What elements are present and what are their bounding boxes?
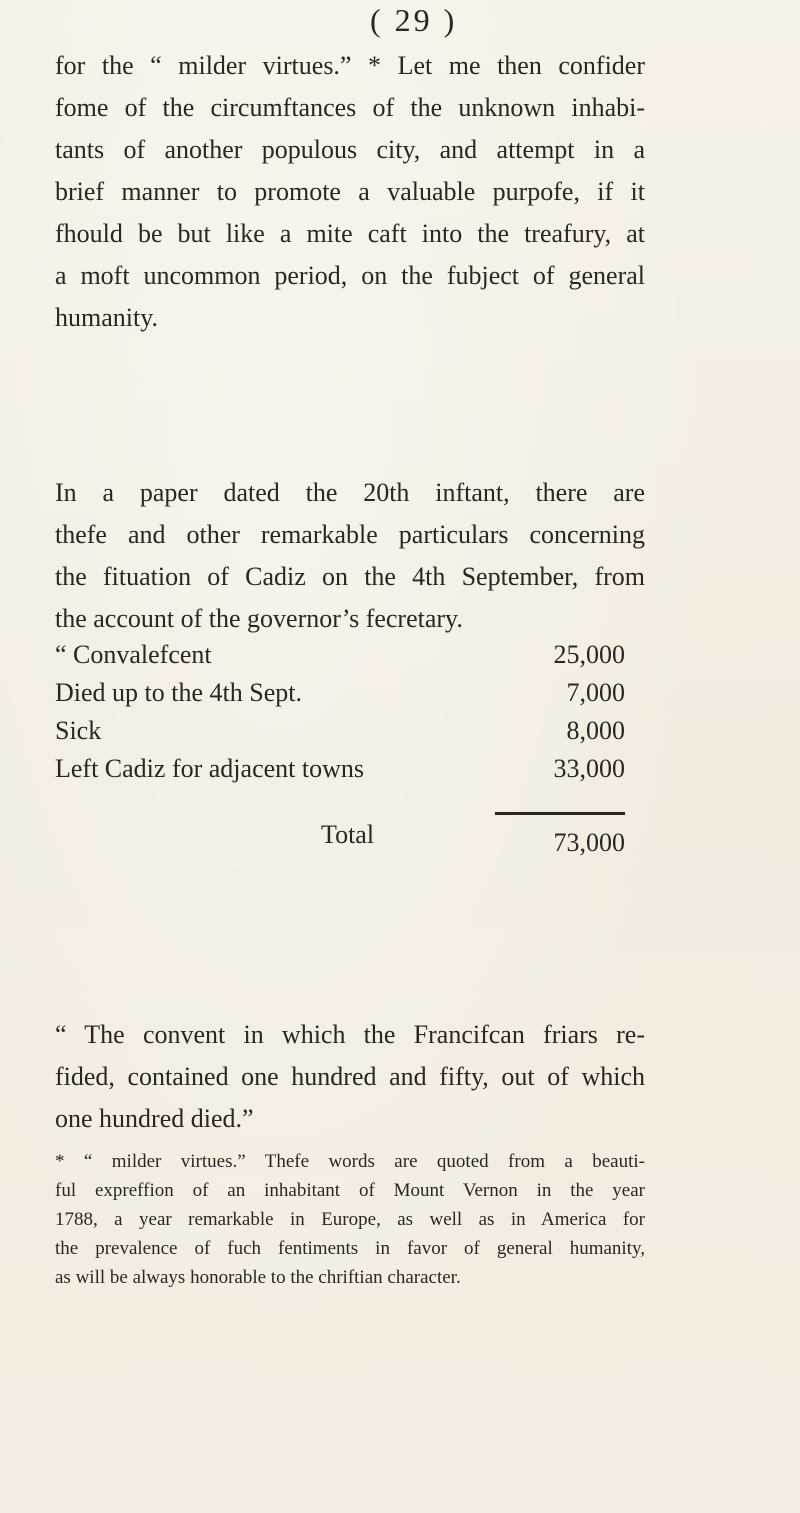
text-line: brief manner to promote a valuable purpofe, if it [55, 177, 645, 206]
text-line: “ The convent in which the Francifcan friars re- [55, 1020, 645, 1049]
text-line: for the “ milder virtues.” * Let me then confider [55, 51, 645, 80]
footnote-line: * “ milder virtues.” Thefe words are quoted from a beauti- [55, 1151, 645, 1172]
text-line: fome of the circumftances of the unknown inhabi- [55, 93, 645, 122]
text-line: thefe and other remarkable particulars concerning [55, 520, 645, 549]
total-label: Total [321, 820, 375, 849]
footnote-line: ful expreffion of an inhabitant of Mount Vernon in the year [55, 1180, 645, 1201]
table-row [55, 678, 625, 714]
text-line: fhould be but like a mite caft into the treafury, at [55, 219, 645, 248]
row-value: 33,000 [553, 754, 625, 783]
total-value: 73,000 [553, 828, 625, 857]
row-value: 7,000 [566, 678, 625, 707]
table-row [55, 754, 625, 790]
footnote-line: 1788, a year remarkable in Europe, as well as in America for [55, 1209, 645, 1230]
footnote [55, 1147, 645, 1292]
row-label: Left Cadiz for adjacent towns [55, 754, 364, 783]
footnote-line: as will be always honorable to the chriftian character. [55, 1267, 461, 1288]
footnote-line: the prevalence of fuch fentiments in favor of general humanity, [55, 1238, 645, 1259]
row-label: Died up to the 4th Sept. [55, 678, 302, 707]
text-line: the fituation of Cadiz on the 4th September, from [55, 562, 645, 591]
page-number: ( 29 ) [370, 2, 458, 38]
text-line: tants of another populous city, and attempt in a [55, 135, 645, 164]
text-line: fided, contained one hundred and fifty, out of which [55, 1062, 645, 1091]
text-line: one hundred died.” [55, 1104, 254, 1133]
row-label: Sick [55, 716, 102, 745]
text-line: In a paper dated the 20th inftant, there are [55, 478, 645, 507]
paragraph-intro [55, 45, 645, 339]
paragraph-convent [55, 1014, 645, 1140]
text-line: a moft uncommon period, on the fubject of general [55, 261, 645, 290]
text-line: humanity. [55, 303, 159, 332]
row-value: 25,000 [553, 640, 625, 669]
sum-rule [495, 812, 625, 815]
row-label: “ Convalefcent [55, 640, 212, 669]
paragraph-cadiz [55, 472, 645, 640]
table-row [55, 716, 625, 752]
row-value: 8,000 [566, 716, 625, 745]
text-line: the account of the governor’s fecretary. [55, 604, 463, 633]
table-row [55, 640, 625, 676]
total-row [55, 820, 625, 860]
